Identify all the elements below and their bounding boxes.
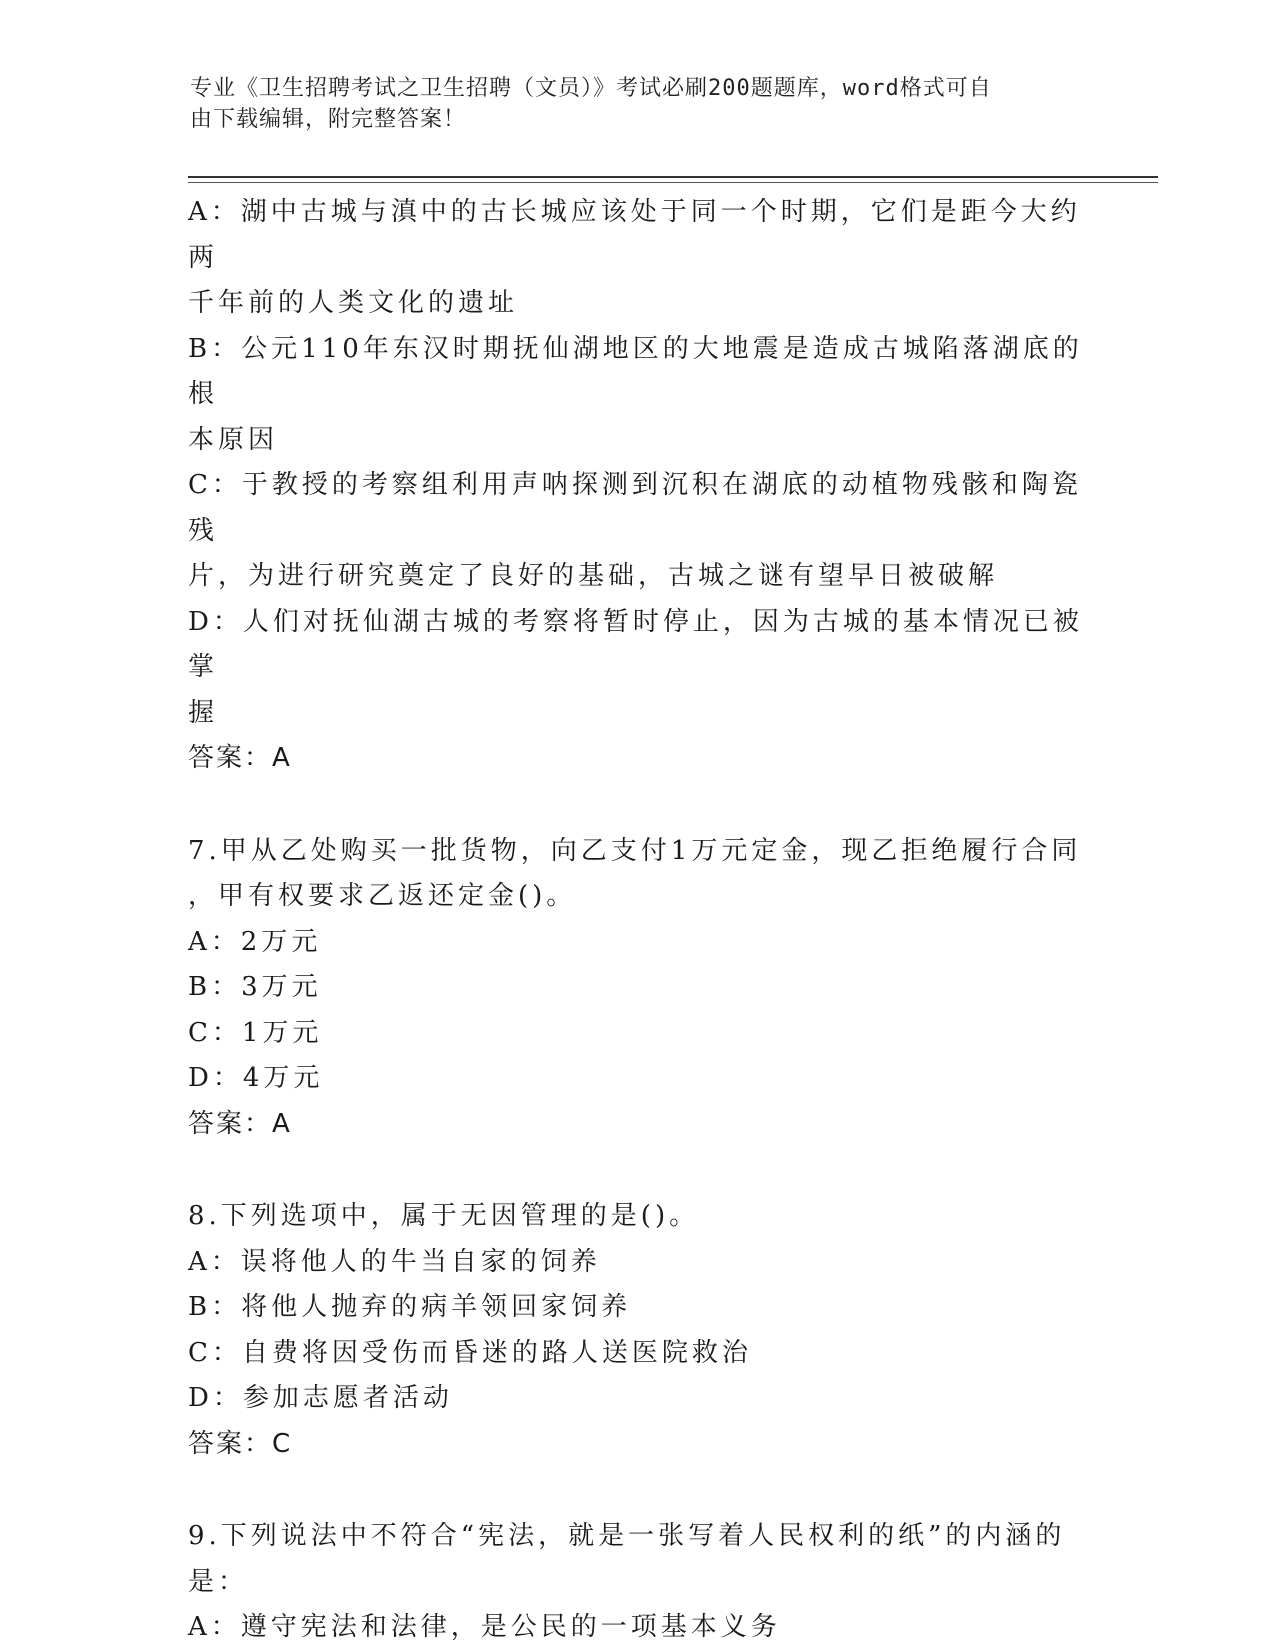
q9-stem-line-1: 9.下列说法中不符合“宪法，就是一张写着人民权利的纸”的内涵的 (188, 1521, 1066, 1551)
q6-option-c-line-1: C：于教授的考察组利用声呐探测到沉积在湖底的动植物残骸和陶瓷残 (188, 470, 1082, 546)
q8-option-d: D：参加志愿者活动 (188, 1383, 453, 1413)
header-line-2: 由下载编辑，附完整答案！ (190, 107, 467, 132)
q7-answer: 答案：A (188, 1108, 292, 1139)
question-9 (188, 1514, 1088, 1651)
q7-option-c: C：1万元 (188, 1017, 323, 1048)
q6-option-b-line-1: B：公元110年东汉时期抚仙湖地区的大地震是造成古城陷落湖底的根 (188, 333, 1083, 409)
document-header (190, 73, 1070, 135)
question-7 (188, 829, 1088, 1148)
q8-option-a: A：误将他人的牛当自家的饲养 (188, 1246, 601, 1277)
q6-option-a-line-2: 千年前的人类文化的遗址 (188, 288, 519, 318)
q6-option-d-line-2: 握 (188, 697, 219, 728)
q8-stem: 8.下列选项中，属于无因管理的是()。 (188, 1201, 700, 1231)
question-6-options (188, 190, 1088, 782)
q6-option-a-line-1: A：湖中古城与滇中的古长城应该处于同一个时期，它们是距今大约两 (188, 197, 1081, 273)
q7-option-d: D：4万元 (188, 1063, 324, 1093)
spacer (188, 1467, 1088, 1514)
q7-option-a: A：2万元 (188, 926, 322, 957)
header-divider-thin (188, 182, 1158, 183)
q8-answer: 答案：C (188, 1428, 293, 1459)
question-8 (188, 1194, 1088, 1467)
q6-option-d-line-1: D：人们对抚仙湖古城的考察将暂时停止，因为古城的基本情况已被掌 (188, 606, 1083, 682)
header-divider-thick (188, 176, 1158, 178)
q7-option-b: B：3万元 (188, 972, 322, 1002)
q6-answer: 答案：A (188, 743, 292, 773)
q8-option-c: C：自费将因受伤而昏迷的路人送医院救治 (188, 1337, 752, 1368)
q6-option-b-line-2: 本原因 (188, 424, 279, 455)
q8-option-b: B：将他人抛弃的病羊领回家饲养 (188, 1292, 632, 1322)
q9-option-a: A：遵守宪法和法律，是公民的一项基本义务 (188, 1612, 781, 1642)
spacer (188, 1147, 1088, 1194)
q7-stem-line-1: 7.甲从乙处购买一批货物，向乙支付1万元定金，现乙拒绝履行合同 (188, 835, 1082, 866)
q7-stem-line-2: ，甲有权要求乙返还定金()。 (188, 881, 577, 911)
question-content (188, 190, 1088, 1651)
q9-stem-line-2: 是： (188, 1566, 249, 1597)
spacer (188, 782, 1088, 829)
header-line-1: 专业《卫生招聘考试之卫生招聘（文员）》考试必刷200题题库，word格式可自 (190, 76, 992, 101)
q6-option-c-line-2: 片，为进行研究奠定了良好的基础，古城之谜有望早日被破解 (188, 561, 999, 591)
